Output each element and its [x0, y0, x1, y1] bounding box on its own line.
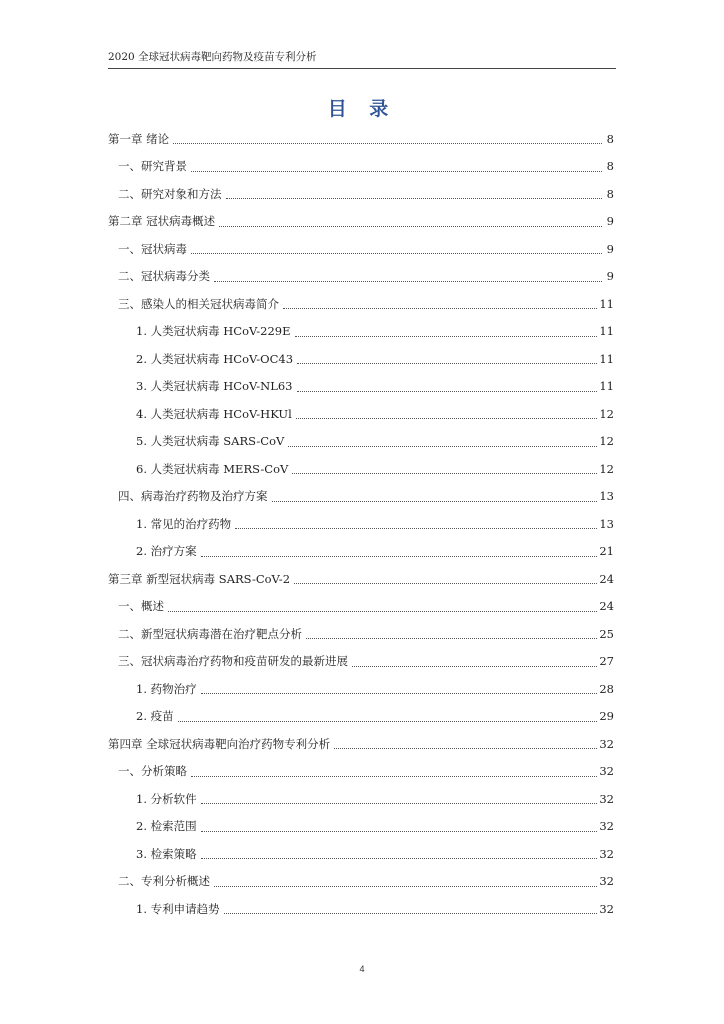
toc-dot-leader [191, 239, 602, 254]
toc-entry-page: 32 [599, 791, 614, 806]
toc-entry[interactable] [108, 593, 614, 621]
toc-entry-title: 二、冠状病毒分类 [118, 269, 210, 284]
toc-entry[interactable] [108, 455, 614, 483]
toc-entry[interactable] [108, 703, 614, 731]
toc-entry-page: 8 [606, 131, 614, 146]
toc-dot-leader [191, 762, 597, 777]
toc-dot-leader [292, 459, 597, 474]
toc-entry-title: 三、感染人的相关冠状病毒简介 [118, 296, 279, 311]
toc-dot-leader [352, 652, 597, 667]
table-of-contents [108, 125, 614, 923]
toc-dot-leader [226, 184, 603, 199]
toc-entry-page: 24 [599, 599, 614, 614]
running-header-title: 2020 全球冠状病毒靶向药物及疫苗专利分析 [108, 51, 317, 63]
toc-entry-page: 13 [599, 516, 614, 531]
toc-entry[interactable] [108, 263, 614, 291]
toc-entry[interactable] [108, 235, 614, 263]
toc-entry[interactable] [108, 758, 614, 786]
toc-entry-title: 一、分析策略 [118, 764, 187, 779]
toc-entry[interactable] [108, 483, 614, 511]
page-number: 4 [359, 964, 365, 974]
toc-entry-page: 27 [599, 654, 614, 669]
toc-entry[interactable] [108, 180, 614, 208]
toc-entry-page: 11 [599, 324, 614, 339]
toc-entry-title: 2. 疫苗 [136, 709, 174, 724]
toc-dot-leader [178, 707, 598, 722]
toc-entry-page: 32 [599, 846, 614, 861]
toc-entry-title: 一、概述 [118, 599, 164, 614]
toc-entry[interactable] [108, 538, 614, 566]
toc-dot-leader [306, 624, 597, 639]
toc-dot-leader [297, 349, 597, 364]
toc-dot-leader [295, 322, 598, 337]
toc-entry[interactable] [108, 125, 614, 153]
toc-entry-title: 四、病毒治疗药物及治疗方案 [118, 489, 268, 504]
toc-entry[interactable] [108, 345, 614, 373]
toc-entry-page: 24 [599, 571, 614, 586]
toc-entry-title: 3. 人类冠状病毒 HCoV-NL63 [136, 379, 293, 394]
toc-entry-title: 3. 检索策略 [136, 846, 197, 861]
toc-entry-title: 二、新型冠状病毒潜在治疗靶点分析 [118, 626, 302, 641]
toc-dot-leader [201, 789, 598, 804]
toc-entry-title: 第三章 新型冠状病毒 SARS-CoV-2 [108, 571, 291, 586]
toc-entry[interactable] [108, 785, 614, 813]
toc-dot-leader [201, 679, 598, 694]
toc-entry-page: 32 [599, 874, 614, 889]
toc-entry-title: 1. 人类冠状病毒 HCoV-229E [136, 324, 291, 339]
toc-dot-leader [219, 212, 602, 227]
page-title: 目 录 [327, 98, 397, 120]
toc-entry-page: 32 [599, 736, 614, 751]
toc-entry-title: 1. 分析软件 [136, 791, 197, 806]
toc-dot-leader [272, 487, 598, 502]
toc-entry[interactable] [108, 400, 614, 428]
toc-dot-leader [201, 817, 598, 832]
toc-entry-title: 5. 人类冠状病毒 SARS-CoV [136, 434, 285, 449]
toc-entry-page: 32 [599, 764, 614, 779]
toc-entry-page: 12 [599, 434, 614, 449]
toc-entry-title: 2. 人类冠状病毒 HCoV-OC43 [136, 351, 294, 366]
toc-entry[interactable] [108, 730, 614, 758]
toc-entry[interactable] [108, 153, 614, 181]
toc-entry-title: 一、冠状病毒 [118, 241, 187, 256]
toc-entry-page: 21 [599, 544, 614, 559]
toc-entry-page: 11 [599, 351, 614, 366]
toc-entry-page: 11 [599, 296, 614, 311]
toc-dot-leader [168, 597, 597, 612]
toc-entry[interactable] [108, 868, 614, 896]
toc-entry[interactable] [108, 510, 614, 538]
toc-dot-leader [201, 542, 598, 557]
toc-entry[interactable] [108, 813, 614, 841]
toc-entry-page: 32 [599, 901, 614, 916]
toc-dot-leader [297, 377, 598, 392]
toc-entry-title: 二、专利分析概述 [118, 874, 210, 889]
toc-entry[interactable] [108, 840, 614, 868]
toc-entry-title: 1. 药物治疗 [136, 681, 197, 696]
toc-entry-title: 第二章 冠状病毒概述 [108, 214, 216, 229]
toc-dot-leader [201, 844, 598, 859]
toc-entry[interactable] [108, 895, 614, 923]
toc-dot-leader [294, 569, 597, 584]
toc-entry[interactable] [108, 675, 614, 703]
toc-dot-leader [214, 267, 602, 282]
toc-entry-page: 28 [599, 681, 614, 696]
toc-entry-title: 1. 常见的治疗药物 [136, 516, 232, 531]
toc-dot-leader [191, 157, 602, 172]
toc-entry-page: 32 [599, 819, 614, 834]
toc-entry-title: 第四章 全球冠状病毒靶向治疗药物专利分析 [108, 736, 331, 751]
toc-entry-page: 12 [599, 406, 614, 421]
toc-entry-title: 4. 人类冠状病毒 HCoV-HKUl [136, 406, 292, 421]
toc-entry[interactable] [108, 620, 614, 648]
toc-entry[interactable] [108, 428, 614, 456]
toc-entry-title: 6. 人类冠状病毒 MERS-CoV [136, 461, 289, 476]
toc-entry-page: 9 [606, 269, 614, 284]
toc-entry-page: 13 [599, 489, 614, 504]
toc-entry-title: 1. 专利申请趋势 [136, 901, 220, 916]
toc-entry-page: 9 [606, 241, 614, 256]
toc-entry-title: 2. 治疗方案 [136, 544, 197, 559]
toc-dot-leader [288, 432, 597, 447]
toc-entry[interactable] [108, 565, 614, 593]
toc-entry-page: 11 [599, 379, 614, 394]
toc-entry-page: 9 [606, 214, 614, 229]
toc-entry-page: 29 [599, 709, 614, 724]
toc-entry[interactable] [108, 373, 614, 401]
toc-entry-title: 二、研究对象和方法 [118, 186, 222, 201]
toc-entry-page: 8 [606, 159, 614, 174]
toc-dot-leader [235, 514, 597, 529]
toc-dot-leader [173, 129, 602, 144]
toc-dot-leader [214, 872, 597, 887]
toc-entry-title: 一、研究背景 [118, 159, 187, 174]
running-header [108, 50, 616, 69]
toc-dot-leader [334, 734, 597, 749]
toc-dot-leader [283, 294, 597, 309]
toc-entry-page: 25 [599, 626, 614, 641]
toc-entry[interactable] [108, 648, 614, 676]
toc-entry-title: 第一章 绪论 [108, 131, 170, 146]
toc-entry[interactable] [108, 318, 614, 346]
toc-entry-page: 12 [599, 461, 614, 476]
toc-dot-leader [296, 404, 598, 419]
toc-entry-page: 8 [606, 186, 614, 201]
toc-entry[interactable] [108, 290, 614, 318]
toc-entry-title: 三、冠状病毒治疗药物和疫苗研发的最新进展 [118, 654, 348, 669]
toc-dot-leader [224, 899, 598, 914]
toc-entry[interactable] [108, 208, 614, 236]
toc-entry-title: 2. 检索范围 [136, 819, 197, 834]
